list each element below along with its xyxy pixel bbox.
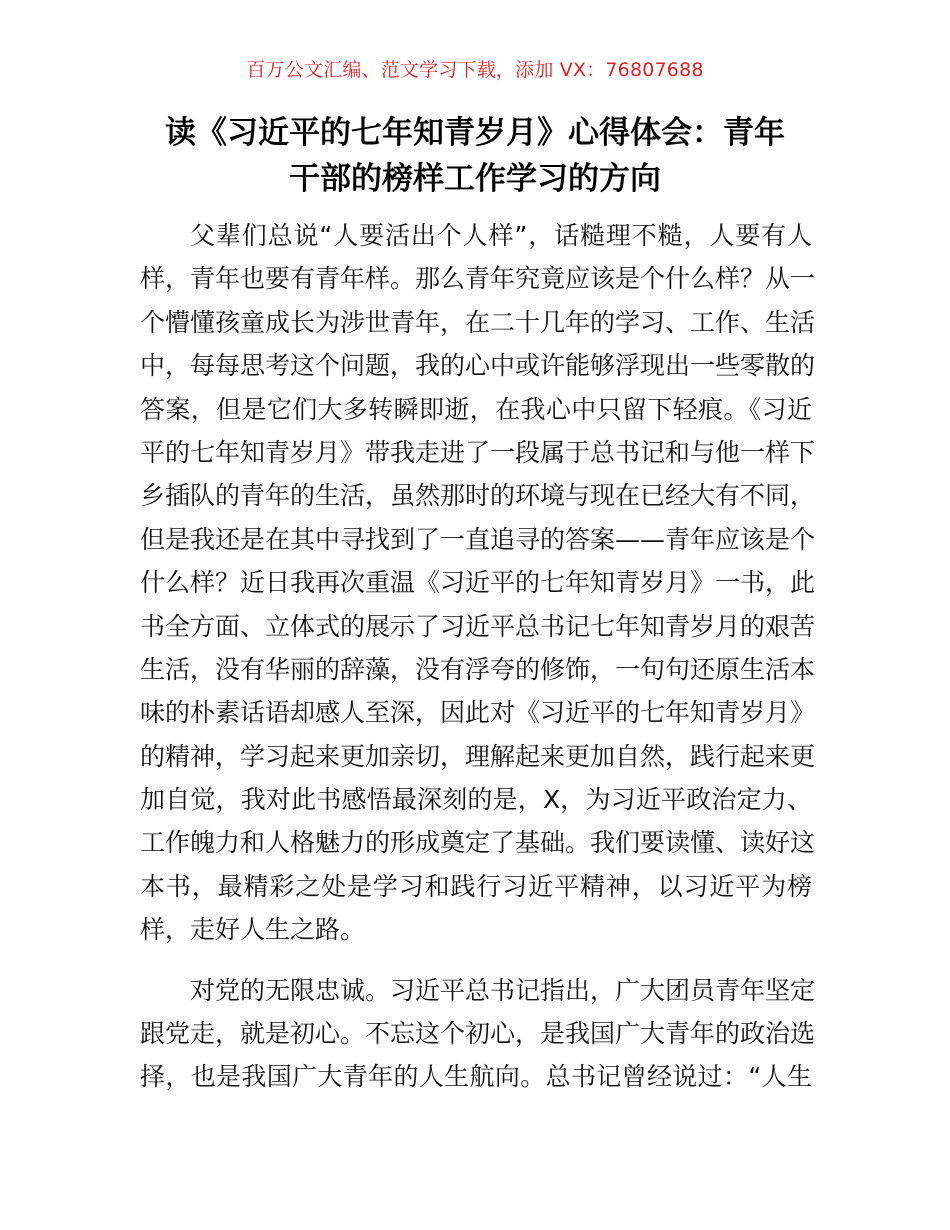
- text-line: 什么样？近日我再次重温《习近平的七年知青岁月》一书，此: [140, 568, 816, 598]
- text-line: 个懵懂孩童成长为涉世青年，在二十几年的学习、工作、生活: [140, 307, 816, 337]
- title-line: 干部的榜样工作学习的方向: [289, 161, 661, 197]
- text-line: 的精神，学习起来更加亲切，理解起来更加自然，践行起来更: [140, 741, 816, 771]
- text-line: 对党的无限忠诚。习近平总书记指出，广大团员青年坚定: [190, 975, 816, 1005]
- text-line: 但是我还是在其中寻找到了一直追寻的答案——青年应该是个: [140, 524, 816, 554]
- title-line: 读《习近平的七年知青岁月》心得体会：青年: [165, 115, 785, 151]
- text-line: 工作魄力和人格魅力的形成奠定了基础。我们要读懂、读好这: [140, 828, 816, 858]
- document-title: [140, 110, 810, 202]
- text-line: 样，走好人生之路。: [140, 915, 366, 945]
- document-body: [140, 214, 816, 1099]
- text-line: 味的朴素话语却感人至深，因此对《习近平的七年知青岁月》: [140, 698, 816, 728]
- text-line: 生活，没有华丽的辞藻，没有浮夸的修饰，一句句还原生活本: [140, 654, 816, 684]
- promo-banner: 百万公文汇编、范文学习下载，添加 VX：76807688: [246, 59, 704, 81]
- text-line: 答案，但是它们大多转瞬即逝，在我心中只留下轻痕。《习近: [140, 394, 812, 424]
- text-line: 加自觉，我对此书感悟最深刻的是，X，为习近平政治定力、: [140, 785, 812, 815]
- text-line: 中，每每思考这个问题，我的心中或许能够浮现出一些零散的: [140, 351, 816, 381]
- text-line: 样，青年也要有青年样。那么青年究竟应该是个什么样？从一: [140, 264, 816, 294]
- text-line: 跟党走，就是初心。不忘这个初心，是我国广大青年的政治选: [140, 1019, 816, 1049]
- text-line: 书全方面、立体式的展示了习近平总书记七年知青岁月的艰苦: [140, 611, 816, 641]
- text-line: 平的七年知青岁月》带我走进了一段属于总书记和与他一样下: [140, 437, 816, 467]
- text-line: 父辈们总说“人要活出个人样”，话糙理不糙，人要有人: [190, 221, 812, 250]
- text-line: 乡插队的青年的生活，虽然那时的环境与现在已经大有不同，: [140, 481, 816, 511]
- paragraph-1: [140, 214, 816, 952]
- text-line: 本书，最精彩之处是学习和践行习近平精神，以习近平为榜: [140, 871, 812, 901]
- text-line: 择，也是我国广大青年的人生航向。总书记曾经说过：“人生: [140, 1062, 812, 1092]
- paragraph-2: [140, 969, 816, 1099]
